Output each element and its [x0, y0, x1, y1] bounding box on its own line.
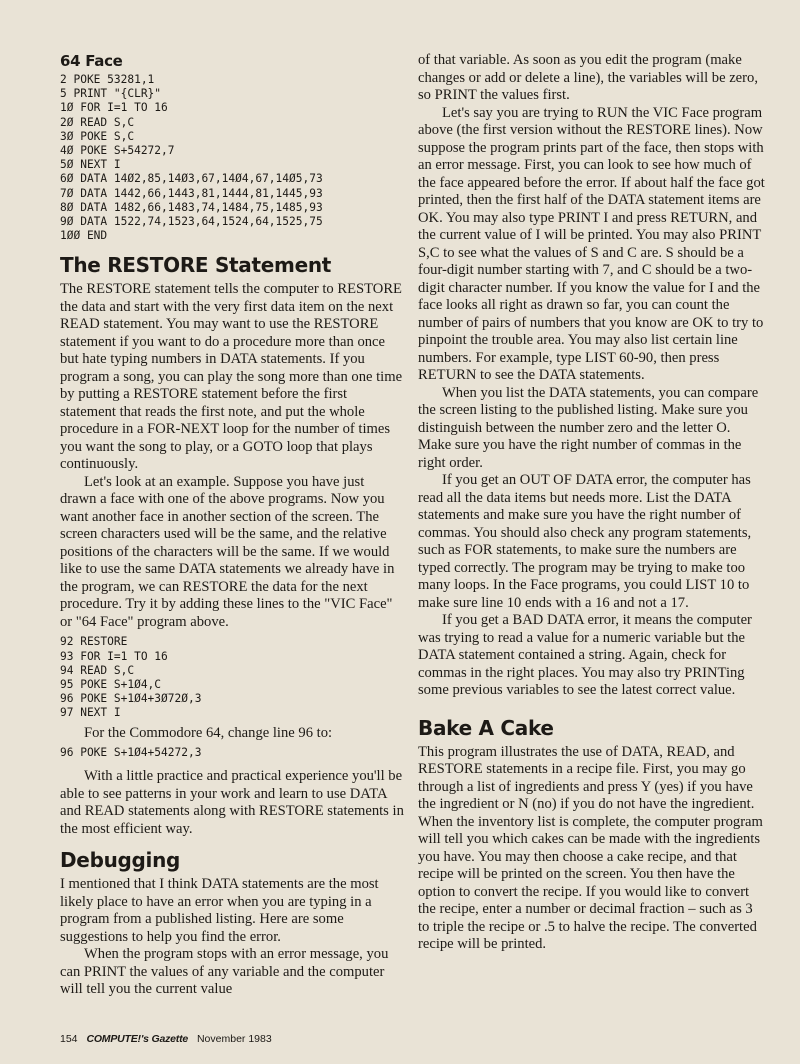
program-line: 92 RESTORE: [60, 635, 128, 649]
program-line: 5 PRINT "{CLR}": [60, 87, 162, 101]
program-line: 1Ø FOR I=1 TO 16: [60, 101, 168, 115]
left-column: [60, 52, 404, 999]
program-line: 1ØØ END: [60, 229, 108, 243]
paragraph-list-data: When you list the DATA statements, you can compare the screen listing to the published listing. Make sure you distinguish between the number zero and the letter O. Make sure you have the right number of commas in the right order.: [418, 384, 759, 471]
paragraph-variable-continued: of that variable. As soon as you edit the program (make changes or add or delete a line), the variables will be zero, so PRINT the values first.: [418, 52, 758, 103]
paragraph-debug-intro: I mentioned that I think DATA statements are the most likely place to have an error when you are typing in a program from a published listing. Here are some suggestions to help you find the error.: [60, 876, 379, 945]
issue-date: November 1983: [196, 1033, 272, 1045]
program-line: 96 POKE S+1Ø4+3Ø72Ø,3: [60, 692, 202, 706]
paragraph-bake-a-cake: This program illustrates the use of DATA, READ, and RESTORE statements in a recipe file. First, you may go through a list of ingredients and press Y (yes) if you have the ingredient or N (no) if you do not have the ingredient. When the inventory list is complete, the computer program will tell you which cakes can be made with the ingredients you have. You may then choose a cake recipe, and that recipe will be printed on the screen. You then have the option to convert the recipe. If you would like to convert the recipe, enter a number or decimal fraction – such as 3 to triple the recipe or .5 to halve the recipe. The converted recipe will be printed.: [418, 743, 763, 952]
program-line: 4Ø POKE S+54272,7: [60, 144, 175, 158]
program-line: 94 READ S,C: [60, 663, 135, 677]
paragraph-restore-example: Let's look at an example. Suppose you have just drawn a face with one of the above programs. Now you want another face in another section of the screen. The screen characters used will be the same, and the relative positions of the characters will be the same. If we would like to use the same DATA statements we already have in the program, we can RESTORE the data for the next procedure. Try it by adding these lines to the "VIC Face" or "64 Face" program above.: [60, 473, 395, 630]
paragraph-c64-note: For the Commodore 64, change line 96 to:: [84, 724, 333, 741]
heading-debugging: Debugging: [60, 848, 181, 873]
program-line: 2Ø READ S,C: [60, 115, 135, 129]
program-line: 97 NEXT I: [60, 706, 121, 720]
program-line: 5Ø NEXT I: [60, 158, 121, 172]
paragraph-out-of-data: If you get an OUT OF DATA error, the computer has read all the data items but needs more. List the DATA statements and make sure you have the right number of commas. You should also check any program statements, such as FOR statements, to make sure the numbers are typed correctly. The program may be trying to make too many loops. In the Face programs, you could LIST 10 to make sure line 10 ends with a 16 and not a 17.: [418, 472, 752, 611]
program-line: 2 POKE 53281,1: [60, 73, 155, 86]
program-line: 93 FOR I=1 TO 16: [60, 649, 168, 663]
paragraph-bad-data: If you get a BAD DATA error, it means the computer was trying to read a value for a numeric variable but the DATA statement contained a string. Again, check for commas in the right places. You may also try PRINTing some previous variables to see the latest correct value.: [418, 612, 752, 698]
heading-restore-statement: The RESTORE Statement: [60, 253, 332, 278]
program-line: 9Ø DATA 1522,74,1523,64,1524,64,1525,75: [60, 215, 323, 229]
program-line: 95 POKE S+1Ø4,C: [60, 678, 162, 692]
page-footer: [60, 1033, 278, 1045]
right-column: [418, 52, 766, 954]
program-line: 3Ø POKE S,C: [60, 129, 135, 143]
paragraph-practice: With a little practice and practical experience you'll be able to see patterns in your work and learn to use DATA and READ statements along with RESTORE statements in the most efficient way.: [60, 768, 404, 837]
program-line: 6Ø DATA 14Ø2,85,14Ø3,67,14Ø4,67,14Ø5,73: [60, 172, 323, 186]
program-listing-64-face: [60, 73, 404, 243]
page-number: 154: [60, 1033, 78, 1045]
magazine-name: COMPUTE!'s Gazette: [86, 1033, 189, 1045]
program-listing-restore: [60, 635, 404, 720]
heading-64-face: 64 Face: [60, 52, 123, 70]
paragraph-restore-intro: The RESTORE statement tells the computer to RESTORE the data and start with the very first data item on the next READ statement. You may want to use the RESTORE statement if you want to do a procedure more than once but hate typing numbers in DATA statements. If you program a song, you can play the song more than one time by putting a RESTORE statement before the first statement that reads the first note, and put the whole procedure in a FOR-NEXT loop for the number of times you want the song to play, or a GOTO loop that plays continuously.: [60, 281, 403, 473]
paragraph-run-vic-face: Let's say you are trying to RUN the VIC Face program above (the first version without the RESTORE lines). Now suppose the program prints part of the face, then stops with an error message. First, you can look to see how much of the face appeared before the error. If about half the face got printed, then the first half of the DATA statement items are OK. You may also type PRINT I and press RETURN, and the current value of I will be printed. You may also PRINT S,C to see what the values of S and C are. S should be a four-digit number starting with 7, and C should be a two-digit character number. If you know the value for I and the face looks all right as drawn so far, you can count the number of pairs of numbers that you know are OK to try to pinpoint the trouble area. You may also list certain line numbers. For example, type LIST 60-90, then press RETURN to see the DATA statements.: [418, 104, 765, 383]
program-line: 8Ø DATA 1482,66,1483,74,1484,75,1485,93: [60, 200, 323, 214]
paragraph-debug-print: When the program stops with an error message, you can PRINT the values of any variable and the computer will tell you the current value: [60, 946, 389, 998]
heading-bake-a-cake: Bake A Cake: [418, 715, 554, 740]
program-line-96: 96 POKE S+1Ø4+54272,3: [60, 746, 202, 760]
program-line: 7Ø DATA 1442,66,1443,81,1444,81,1445,93: [60, 186, 323, 200]
